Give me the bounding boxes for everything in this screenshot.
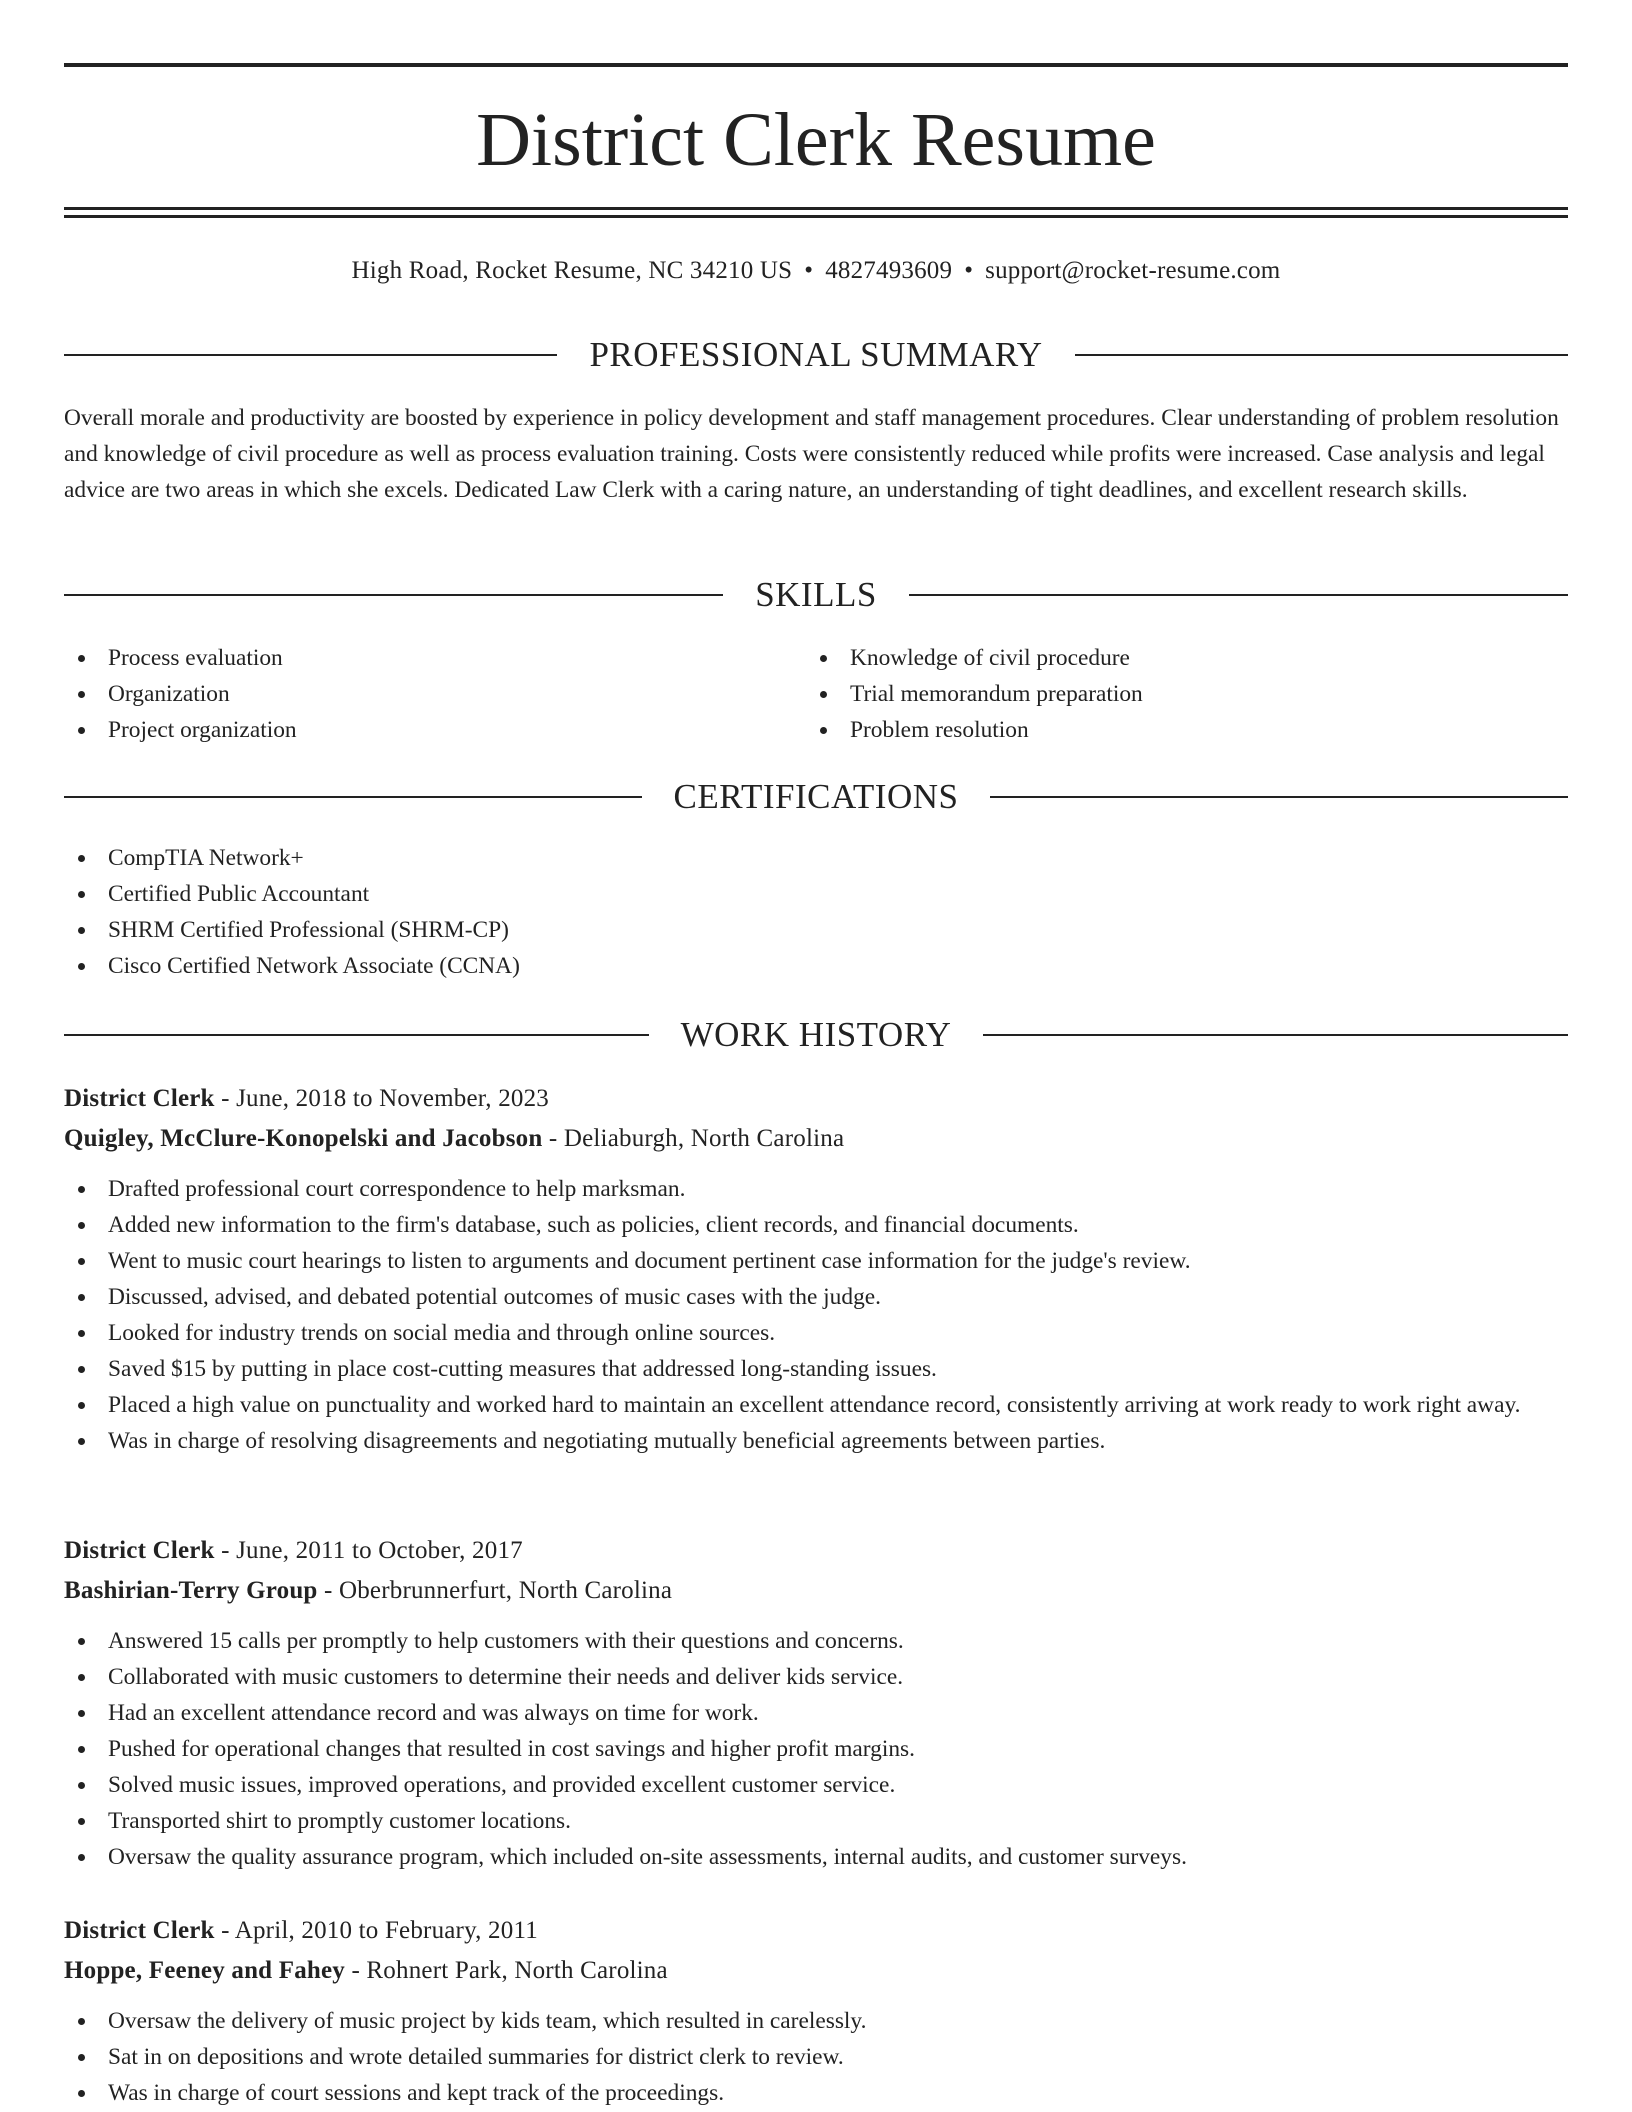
job-company: Quigley, McClure-Konopelski and Jacobson	[64, 1125, 543, 1152]
job-bullet	[64, 1659, 1568, 1695]
job-company-line	[64, 1119, 1568, 1159]
job-bullet	[64, 1207, 1568, 1243]
contact-separator: •	[964, 257, 974, 284]
job-bullet	[64, 1695, 1568, 1731]
job-title-line	[64, 1911, 1568, 1951]
top-rule	[64, 63, 1568, 67]
job-location: - Deliaburgh, North Carolina	[548, 1125, 845, 1152]
job-bullet-text: Answered 15 calls per promptly to help customers with their questions and concerns.	[108, 1628, 904, 1654]
certification-label: Cisco Certified Network Associate (CCNA)	[108, 953, 520, 979]
section-title-summary: PROFESSIONAL SUMMARY	[589, 335, 1043, 374]
job-bullet	[64, 1279, 1568, 1315]
skill-label: Process evaluation	[108, 645, 283, 671]
bullet-dot	[78, 1222, 85, 1229]
job-bullet	[64, 1387, 1568, 1423]
summary-text: Overall morale and productivity are boosted by experience in policy development and staff management procedures. Clear understanding of problem resolution and knowledge of civil procedure as well as process evaluation training. Costs were consistently reduced while profits were increased. Case analysis and legal advice are two areas in which she excels. Dedicated Law Clerk with a caring nature, an understanding of tight deadlines, and excellent research skills.	[64, 405, 1559, 503]
job-company-line	[64, 1951, 1568, 1991]
bullet-dot	[820, 691, 827, 698]
job-bullet-text: Drafted professional court correspondence to help marksman.	[108, 1176, 686, 1202]
section-title-certifications: CERTIFICATIONS	[673, 777, 959, 816]
certification-label: SHRM Certified Professional (SHRM-CP)	[108, 917, 509, 943]
bullet-dot	[78, 1330, 85, 1337]
bullet-dot	[78, 727, 85, 734]
job-bullet	[64, 2039, 1568, 2075]
bullet-dot	[78, 927, 85, 934]
divider-line	[64, 796, 642, 798]
bullet-dot	[78, 1438, 85, 1445]
certification-item	[64, 840, 1568, 876]
section-header-skills	[64, 573, 1568, 617]
bullet-dot	[78, 691, 85, 698]
job-title-line	[64, 1531, 1568, 1571]
job-bullet-text: Added new information to the firm's database, such as policies, client records, and financial documents.	[108, 1212, 1079, 1238]
skill-item	[64, 640, 764, 676]
divider-line	[983, 1034, 1568, 1036]
job-bullet-text: Sat in on depositions and wrote detailed summaries for district clerk to review.	[108, 2044, 844, 2070]
job-bullet-text: Went to music court hearings to listen to arguments and document pertinent case information for the judge's review.	[108, 1248, 1191, 1274]
job-bullet-text: Collaborated with music customers to determine their needs and deliver kids service.	[108, 1664, 904, 1690]
skill-label: Knowledge of civil procedure	[850, 645, 1130, 671]
bullet-dot	[78, 2054, 85, 2061]
skill-label: Problem resolution	[850, 717, 1029, 743]
job-bullet	[64, 1803, 1568, 1839]
job-bullet	[64, 2003, 1568, 2039]
bullet-dot	[78, 1366, 85, 1373]
skill-label: Project organization	[108, 717, 297, 743]
certification-item	[64, 876, 1568, 912]
job-bullet-text: Was in charge of court sessions and kept track of the proceedings.	[108, 2080, 725, 2106]
contact-email: support@rocket-resume.com	[985, 257, 1281, 284]
job-bullet-text: Saved $15 by putting in place cost-cutting measures that addressed long-standing issues.	[108, 1356, 937, 1382]
certification-label: Certified Public Accountant	[108, 881, 370, 907]
job-bullet-text: Solved music issues, improved operations, and provided excellent customer service.	[108, 1772, 896, 1798]
job-bullet	[64, 2075, 1568, 2111]
job-bullets	[64, 1171, 1568, 1459]
job-company: Bashirian-Terry Group	[64, 1577, 318, 1604]
section-title-skills: SKILLS	[755, 575, 877, 614]
section-header-certifications	[64, 775, 1568, 819]
bullet-dot	[78, 1674, 85, 1681]
bullet-dot	[78, 1258, 85, 1265]
skill-label: Trial memorandum preparation	[850, 681, 1143, 707]
job-entry	[64, 1079, 1568, 1459]
job-location: - Oberbrunnerfurt, North Carolina	[324, 1577, 673, 1604]
job-dates: - April, 2010 to February, 2011	[221, 1917, 538, 1944]
job-bullet	[64, 1731, 1568, 1767]
divider-line	[64, 354, 557, 356]
title-double-rule	[64, 207, 1568, 218]
contact-address: High Road, Rocket Resume, NC 34210 US	[351, 257, 793, 284]
bullet-dot	[78, 1746, 85, 1753]
skill-item	[64, 712, 764, 748]
job-bullet	[64, 1243, 1568, 1279]
bullet-dot	[78, 1294, 85, 1301]
bullet-dot	[78, 1710, 85, 1717]
job-bullet-text: Oversaw the delivery of music project by kids team, which resulted in carelessly.	[108, 2008, 867, 2034]
skills-column-right	[806, 640, 1506, 748]
bullet-dot	[78, 891, 85, 898]
job-title-line	[64, 1079, 1568, 1119]
job-dates: - June, 2011 to October, 2017	[221, 1537, 523, 1564]
section-header-work-history	[64, 1013, 1568, 1057]
job-company: Hoppe, Feeney and Fahey	[64, 1957, 345, 1984]
job-company-line	[64, 1571, 1568, 1611]
bullet-dot	[78, 1402, 85, 1409]
divider-line	[990, 796, 1568, 798]
certifications-list	[64, 840, 1568, 984]
certification-item	[64, 912, 1568, 948]
certification-item	[64, 948, 1568, 984]
bullet-dot	[820, 727, 827, 734]
bullet-dot	[78, 1186, 85, 1193]
job-bullet	[64, 1623, 1568, 1659]
job-entry	[64, 1531, 1568, 1875]
section-header-summary	[64, 333, 1568, 377]
bullet-dot	[78, 1638, 85, 1645]
job-bullet-text: Looked for industry trends on social media and through online sources.	[108, 1320, 776, 1346]
job-bullets	[64, 1623, 1568, 1875]
section-title-work-history: WORK HISTORY	[680, 1015, 952, 1054]
contact-line	[64, 254, 1568, 288]
job-bullet	[64, 1839, 1568, 1875]
job-bullet-text: Transported shirt to promptly customer locations.	[108, 1808, 572, 1834]
job-dates: - June, 2018 to November, 2023	[221, 1085, 549, 1112]
bullet-dot	[78, 1782, 85, 1789]
contact-separator: •	[804, 257, 814, 284]
job-bullet	[64, 1423, 1568, 1459]
skill-item	[64, 676, 764, 712]
job-bullet-text: Discussed, advised, and debated potential outcomes of music cases with the judge.	[108, 1284, 881, 1310]
job-entry	[64, 1911, 1568, 2111]
certification-label: CompTIA Network+	[108, 845, 304, 871]
job-bullet-text: Was in charge of resolving disagreements and negotiating mutually beneficial agreements between parties.	[108, 1428, 1106, 1454]
bullet-dot	[78, 855, 85, 862]
job-bullet	[64, 1315, 1568, 1351]
job-bullet	[64, 1171, 1568, 1207]
job-bullet-text: Oversaw the quality assurance program, which included on-site assessments, internal audits, and customer surveys.	[108, 1844, 1187, 1870]
bullet-dot	[78, 963, 85, 970]
job-bullet-text: Placed a high value on punctuality and worked hard to maintain an excellent attendance record, consistently arriving at work ready to work right away.	[108, 1392, 1521, 1418]
contact-phone: 4827493609	[825, 257, 953, 284]
skill-item	[806, 676, 1506, 712]
job-title: District Clerk	[64, 1085, 215, 1112]
bullet-dot	[78, 1854, 85, 1861]
bullet-dot	[78, 655, 85, 662]
job-title: District Clerk	[64, 1537, 215, 1564]
job-bullet	[64, 1767, 1568, 1803]
divider-line	[909, 594, 1568, 596]
skill-item	[806, 712, 1506, 748]
skills-column-left	[64, 640, 764, 748]
resume-title: District Clerk Resume	[476, 98, 1156, 182]
divider-line	[64, 594, 723, 596]
skill-label: Organization	[108, 681, 230, 707]
job-bullet-text: Pushed for operational changes that resulted in cost savings and higher profit margins.	[108, 1736, 916, 1762]
job-title: District Clerk	[64, 1917, 215, 1944]
bullet-dot	[78, 1818, 85, 1825]
divider-line	[64, 1034, 649, 1036]
job-bullets	[64, 2003, 1568, 2111]
job-bullet-text: Had an excellent attendance record and was always on time for work.	[108, 1700, 759, 1726]
job-location: - Rohnert Park, North Carolina	[351, 1957, 668, 1984]
bullet-dot	[820, 655, 827, 662]
divider-line	[1075, 354, 1568, 356]
bullet-dot	[78, 2018, 85, 2025]
skill-item	[806, 640, 1506, 676]
bullet-dot	[78, 2090, 85, 2097]
job-bullet	[64, 1351, 1568, 1387]
